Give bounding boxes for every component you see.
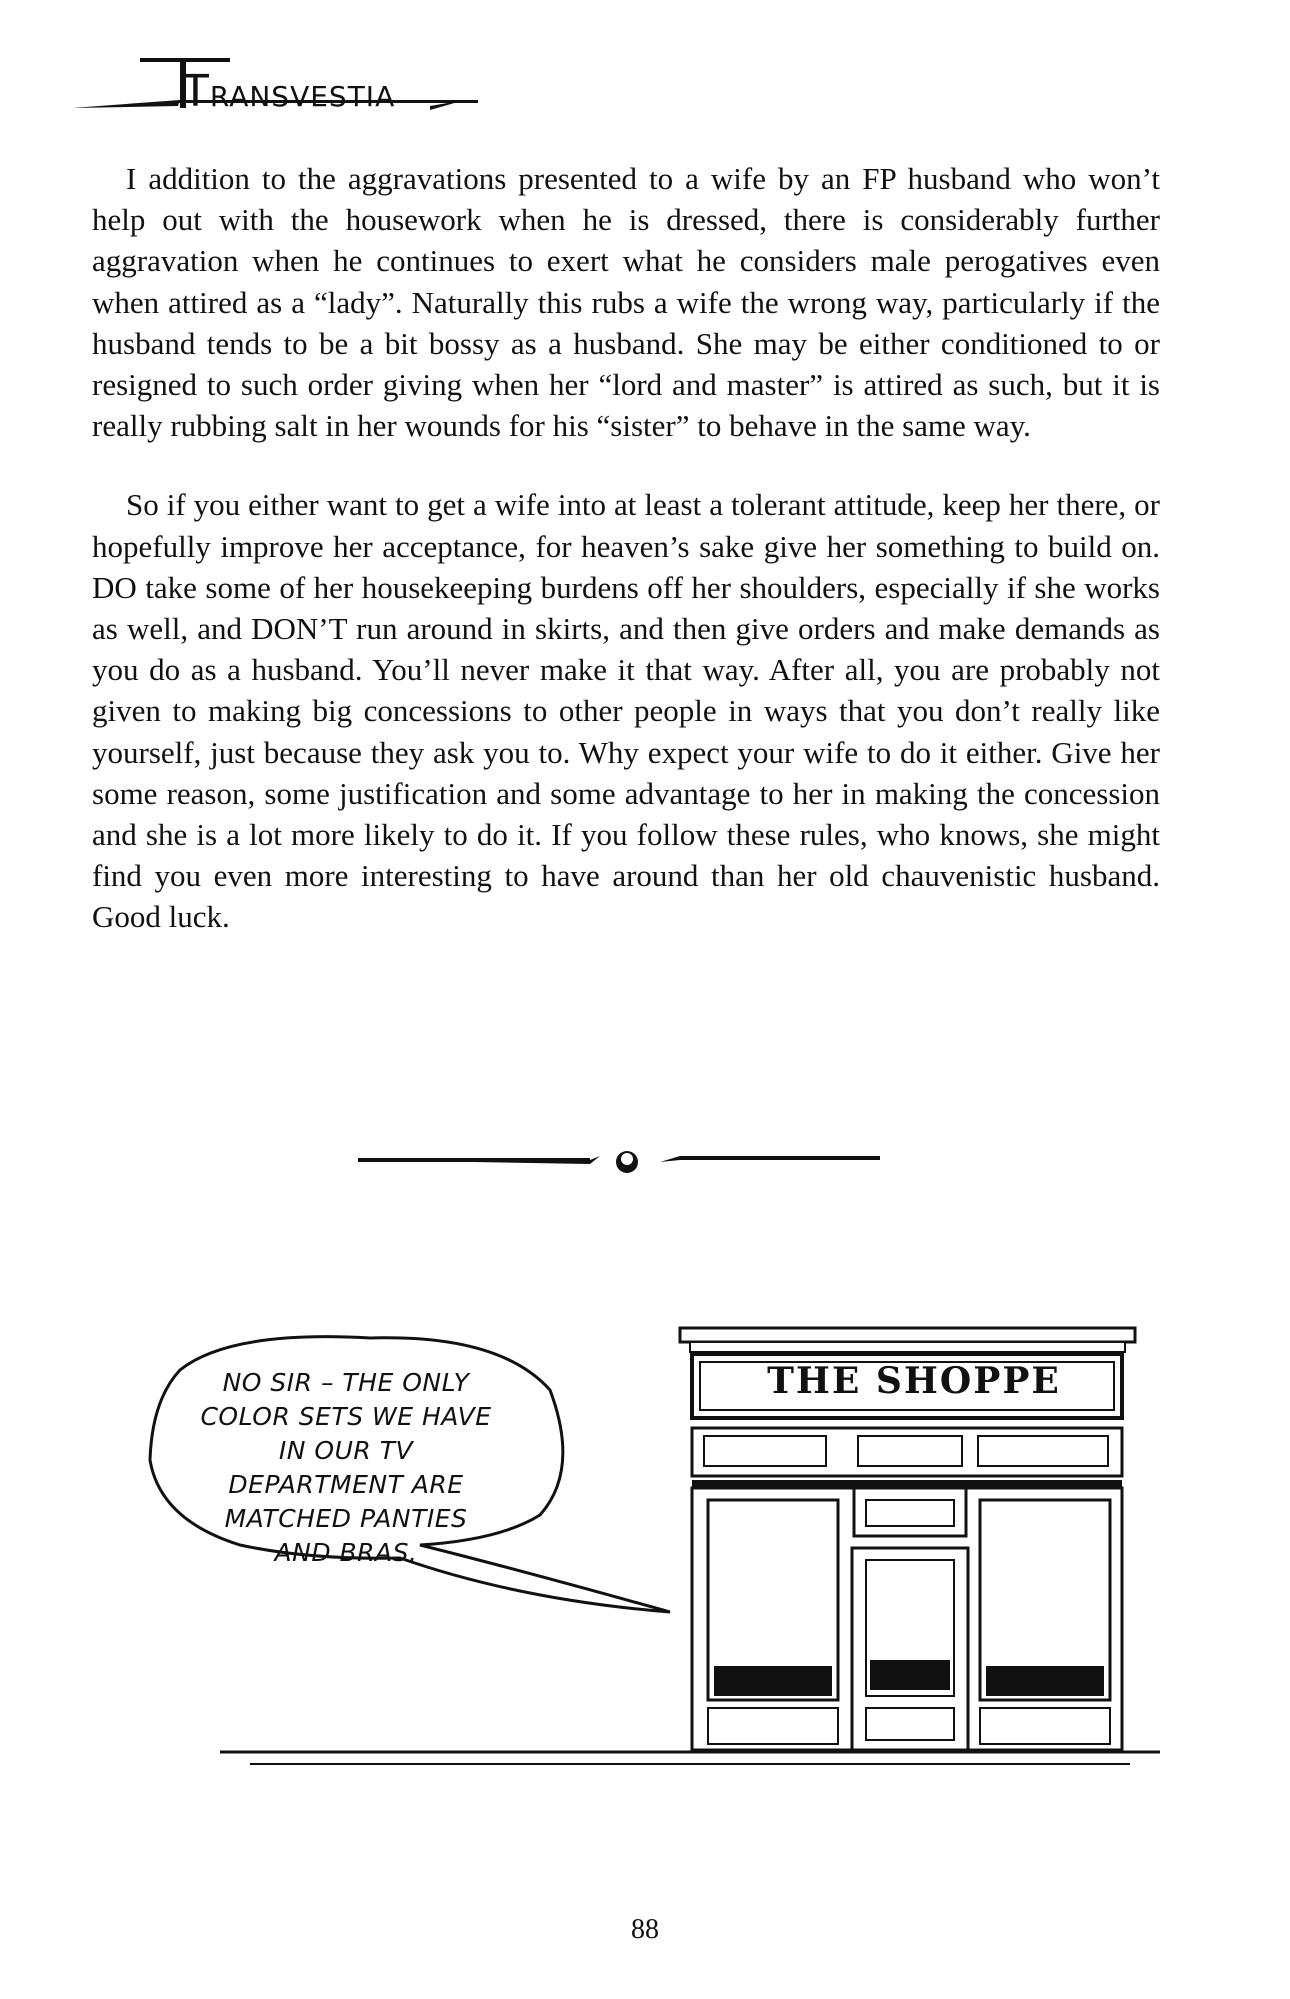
- page-number: 88: [631, 1914, 659, 1945]
- paragraph-1: I addition to the aggravations presented to a wife by an FP husband who won’t help out with the housework when he is dressed, there is considerably further aggravation when he continues to exert what he considers male perogatives even when attired as a “lady”. Naturally this rubs a wife the wrong way, particularly if the husband tends to be a bit bossy as a husband. She may be either conditioned to or resigned to such order giving when her “lord and master” is attired as such, but it is really rubbing salt in her wounds for his “sister” to behave in the same way.: [92, 161, 1160, 444]
- running-header-title: TRANSVESTIA: [182, 66, 396, 117]
- cartoon-illustration: [140, 1310, 1180, 1780]
- article-body: [92, 158, 1160, 938]
- running-header: [70, 50, 490, 130]
- speech-bubble-text: NO SIR – THE ONLY COLOR SETS WE HAVE IN OUR TV DEPARTMENT ARE MATCHED PANTIES AND BRAS.: [200, 1368, 492, 1567]
- section-divider-ornament: [350, 1138, 910, 1178]
- shop-sign: THE SHOPPE: [767, 1360, 1061, 1402]
- paragraph-2: So if you either want to get a wife into at least a tolerant attitude, keep her there, or hopefully improve her acceptance, for heaven’s sake give her something to build on. DO take some of her housekeeping burdens off her shoulders, especially if she works as well, and DON’T run around in skirts, and then give orders and make demands as you do as a husband. You’ll never make it that way. After all, you are probably not given to making big concessions to other people in ways that you don’t really like yourself, just because they ask you to. Why expect your wife to do it either. Give her some reason, some justification and some advantage to her in making the concession and she is a lot more likely to do it. If you follow these rules, who knows, she might find you even more interesting to have around than her old chauvenistic husband. Good luck.: [92, 487, 1160, 935]
